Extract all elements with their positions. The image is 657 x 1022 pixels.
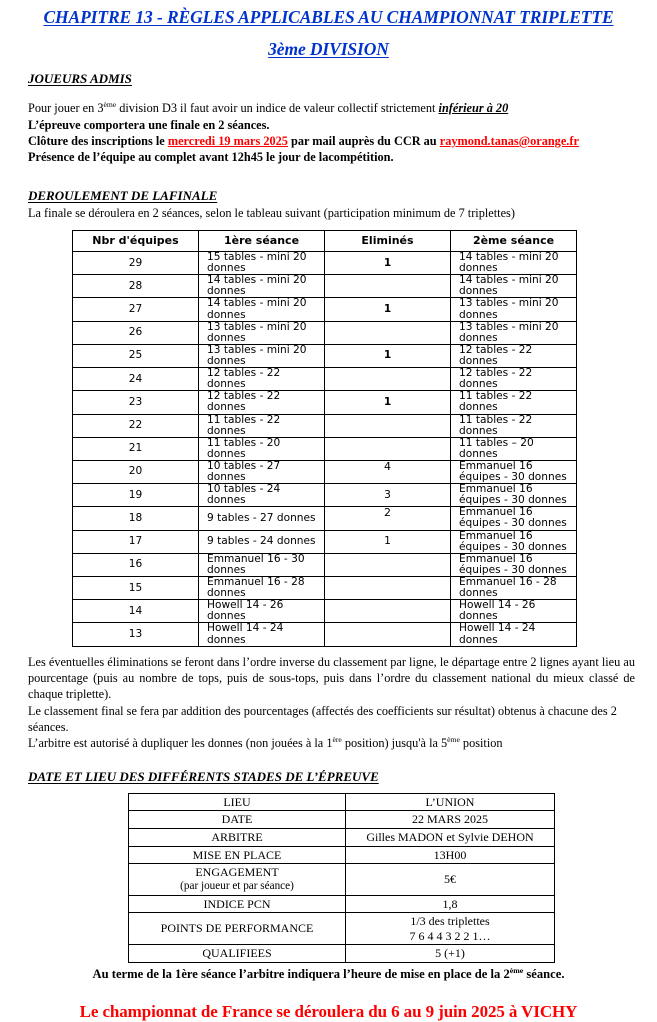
table-row: [73, 298, 577, 321]
joueurs-line1-emphasis: inférieur à 20: [438, 101, 509, 116]
info-table-row: [129, 811, 555, 829]
info-label-text: ENGAGEMENT: [195, 865, 279, 880]
cell-nbr-equipes: 22: [73, 414, 199, 437]
cell-elimines: 1: [325, 530, 451, 553]
cell-elimines: [325, 437, 451, 460]
info-label-text: QUALIFIEES: [202, 946, 272, 961]
cell-nbr-equipes: 14: [73, 600, 199, 623]
info-value-text: 5 (+1): [435, 946, 465, 961]
contact-email-link[interactable]: raymond.tanas@orange.fr: [439, 133, 579, 148]
cell-nbr-equipes: 23: [73, 391, 199, 414]
cell-nbr-equipes: 27: [73, 298, 199, 321]
cell-nbr-equipes: 29: [73, 251, 199, 274]
info-value-text: 13H00: [433, 847, 467, 862]
info-label-subtext: (par joueur et par séance): [180, 879, 294, 892]
cell-seance1: 11 tables - 20 donnes: [199, 437, 325, 460]
cell-seance1: Howell 14 - 24 donnes: [199, 623, 325, 646]
main-table-wrapper: [0, 230, 657, 647]
info-value: [346, 895, 555, 913]
cell-elimines: 4: [325, 460, 451, 483]
cell-nbr-equipes: 13: [73, 623, 199, 646]
info-label: [129, 811, 346, 829]
info-value-subtext: 7 6 4 4 3 2 2 1…: [409, 928, 491, 943]
cell-elimines: [325, 321, 451, 344]
info-value: [346, 829, 555, 847]
info-value: [346, 793, 555, 811]
cell-seance2: Emmanuel 16 équipes - 30 donnes: [451, 460, 577, 483]
info-label: [129, 864, 346, 895]
cell-elimines: [325, 553, 451, 576]
notes-p3-end: position: [459, 736, 503, 751]
cell-seance1: Howell 14 - 26 donnes: [199, 600, 325, 623]
cell-seance2: Howell 14 - 24 donnes: [451, 623, 577, 646]
notes-p3-sup2: ème: [447, 735, 460, 745]
cell-seance1: 14 tables - mini 20 donnes: [199, 298, 325, 321]
info-label-text: LIEU: [223, 794, 251, 809]
spacer: [0, 752, 657, 759]
cell-seance2: 11 tables - 22 donnes: [451, 414, 577, 437]
notes-p3-pre: L’arbitre est autorisé à dupliquer les donnes (non jouées à la 1: [28, 736, 333, 751]
col-header-elimines: Eliminés: [325, 230, 451, 251]
cell-nbr-equipes: 15: [73, 577, 199, 600]
table-row: [73, 577, 577, 600]
cell-nbr-equipes: 19: [73, 484, 199, 507]
info-table-row: [129, 913, 555, 945]
cell-seance2: 14 tables - mini 20 donnes: [451, 275, 577, 298]
joueurs-admis-line4: Présence de l’équipe au complet avant 12h45 le jour de lacompétition.: [28, 150, 394, 165]
section-dates-heading-row: [28, 768, 657, 786]
info-value-text: 22 MARS 2025: [411, 812, 488, 827]
footer-highlight-line: Le championnat de France se déroulera du 6 au 9 juin 2025 à VICHY: [79, 1002, 578, 1022]
cell-nbr-equipes: 20: [73, 460, 199, 483]
document-title-line1: CHAPITRE 13 - RÈGLES APPLICABLES AU CHAMPIONNAT TRIPLETTE: [43, 7, 614, 27]
table-row: [73, 437, 577, 460]
cell-seance2: 14 tables - mini 20 donnes: [451, 251, 577, 274]
info-label: [129, 913, 346, 945]
info-label-text: MISE EN PLACE: [192, 847, 282, 862]
table-row: [73, 414, 577, 437]
info-value: [346, 864, 555, 895]
cell-elimines: [325, 368, 451, 391]
info-table-row: [129, 864, 555, 895]
cell-seance1: 9 tables - 24 donnes: [199, 530, 325, 553]
section-heading-joueurs-admis: JOUEURS ADMIS: [28, 71, 132, 87]
cell-seance1: 14 tables - mini 20 donnes: [199, 275, 325, 298]
cell-elimines: 1: [325, 391, 451, 414]
col-header-seance2: 2ème séance: [451, 230, 577, 251]
joueurs-line1-pre: Pour jouer en 3: [28, 101, 104, 116]
document-page: [0, 6, 657, 1022]
table-row: [73, 623, 577, 646]
cell-elimines: [325, 623, 451, 646]
cell-seance2: 13 tables - mini 20 donnes: [451, 321, 577, 344]
footer-note-end: séance.: [523, 967, 565, 982]
cell-elimines: [325, 577, 451, 600]
cell-seance2: Emmanuel 16 - 28 donnes: [451, 577, 577, 600]
cell-nbr-equipes: 16: [73, 553, 199, 576]
notes-p3-mid: position) jusqu'à la 5: [341, 736, 448, 751]
info-label: [129, 793, 346, 811]
info-table-row: [129, 945, 555, 963]
cell-elimines: 1: [325, 344, 451, 367]
notes-p3-sup1: ère: [332, 735, 342, 745]
footer-note: [0, 967, 657, 982]
cell-seance1: 11 tables - 22 donnes: [199, 414, 325, 437]
spacer: [0, 647, 657, 654]
cell-seance2: 11 tables – 20 donnes: [451, 437, 577, 460]
deroulement-intro: La finale se déroulera en 2 séances, selon le tableau suivant (participation minimum de 7 triplettes): [28, 205, 515, 220]
cell-seance1: 13 tables - mini 20 donnes: [199, 344, 325, 367]
info-label: [129, 895, 346, 913]
table-row: [73, 553, 577, 576]
info-label-text: ARBITRE: [211, 830, 263, 844]
table-row: [73, 251, 577, 274]
info-value: [346, 846, 555, 864]
col-header-nbr-equipes: Nbr d'équipes: [73, 230, 199, 251]
cell-nbr-equipes: 25: [73, 344, 199, 367]
cell-nbr-equipes: 17: [73, 530, 199, 553]
cell-nbr-equipes: 26: [73, 321, 199, 344]
info-label: [129, 945, 346, 963]
info-label-text: DATE: [221, 812, 253, 827]
info-value-text: 1,8: [442, 896, 458, 911]
notes-paragraph-2: Le classement final se fera par addition des pourcentages (affectés des coefficients sur résultat) obtenus à chacune des 2 séances.: [28, 703, 617, 735]
cell-elimines: 1: [325, 298, 451, 321]
info-value-subtext: Gilles MADON et Sylvie DEHON: [366, 830, 534, 844]
cloture-middle: par mail auprès du CCR au: [287, 133, 440, 148]
info-label: [129, 846, 346, 864]
table-row: [73, 344, 577, 367]
table-row: [73, 368, 577, 391]
section-deroulement-heading-row: [28, 187, 657, 205]
seances-table-body: [73, 251, 577, 646]
cell-seance2: Emmanuel 16 équipes - 30 donnes: [451, 553, 577, 576]
cell-seance1: 9 tables - 27 donnes: [199, 507, 325, 530]
cell-nbr-equipes: 24: [73, 368, 199, 391]
cell-seance2: 12 tables - 22 donnes: [451, 344, 577, 367]
cell-seance2: Howell 14 - 26 donnes: [451, 600, 577, 623]
info-value-text: 5€: [444, 872, 456, 887]
spacer: [0, 166, 657, 178]
col-header-seance1: 1ère séance: [199, 230, 325, 251]
cell-seance2: Emmanuel 16 équipes - 30 donnes: [451, 507, 577, 530]
table-row: [73, 391, 577, 414]
cell-seance2: Emmanuel 16 équipes - 30 donnes: [451, 484, 577, 507]
cell-seance1: 12 tables - 22 donnes: [199, 368, 325, 391]
table-header-row: [73, 230, 577, 251]
cell-seance1: 15 tables - mini 20 donnes: [199, 251, 325, 274]
joueurs-line1-mid: division D3 il faut avoir un indice de valeur collectif strictement: [116, 101, 439, 116]
cell-elimines: 1: [325, 251, 451, 274]
joueurs-line1-sup: ème: [103, 100, 117, 110]
cell-nbr-equipes: 18: [73, 507, 199, 530]
info-value-text: L’UNION: [425, 794, 475, 809]
info-label-text: POINTS DE PERFORMANCE: [160, 921, 314, 936]
footer-note-pre: Au terme de la 1ère séance l’arbitre indiquera l’heure de mise en place de la 2: [92, 967, 510, 982]
footer-note-sup: ème: [509, 965, 524, 975]
cell-elimines: [325, 414, 451, 437]
table-row: [73, 460, 577, 483]
cell-seance1: 10 tables - 27 donnes: [199, 460, 325, 483]
info-label: [129, 829, 346, 847]
cloture-date: mercredi 19 mars 2025: [167, 133, 288, 148]
joueurs-admis-line1: [28, 100, 629, 116]
cell-elimines: 3: [325, 484, 451, 507]
cell-elimines: [325, 275, 451, 298]
info-label-text: INDICE PCN: [203, 896, 271, 911]
spacer: [0, 88, 657, 100]
epreuve-info-table: [128, 793, 555, 963]
cell-seance2: 11 tables - 22 donnes: [451, 391, 577, 414]
table-row: [73, 275, 577, 298]
cell-seance2: Emmanuel 16 équipes - 30 donnes: [451, 530, 577, 553]
joueurs-admis-line3: [28, 133, 629, 149]
document-title-line2: 3ème DIVISION: [268, 38, 389, 59]
section-heading-date-lieu: DATE ET LIEU DES DIFFÉRENTS STADES DE L’ÉPREUVE: [28, 768, 379, 784]
table-row: [73, 484, 577, 507]
table-row: [73, 530, 577, 553]
document-subtitle: [10, 36, 647, 62]
section-heading-deroulement: DEROULEMENT DE LAFINALE: [28, 187, 218, 203]
cell-seance1: 13 tables - mini 20 donnes: [199, 321, 325, 344]
cell-seance2: 12 tables - 22 donnes: [451, 368, 577, 391]
table-row: [73, 600, 577, 623]
info-value: [346, 945, 555, 963]
cell-seance1: 10 tables - 24 donnes: [199, 484, 325, 507]
epreuve-info-table-body: [129, 793, 555, 962]
cell-nbr-equipes: 28: [73, 275, 199, 298]
info-table-row: [129, 846, 555, 864]
info-table-row: [129, 829, 555, 847]
cloture-prefix: Clôture des inscriptions le: [28, 133, 168, 148]
table-row: [73, 507, 577, 530]
cell-seance1: Emmanuel 16 - 28 donnes: [199, 577, 325, 600]
notes-paragraph-1: Les éventuelles éliminations se feront dans l’ordre inverse du classement par ligne, le départage entre 2 lignes ayant lieu au pourcentage (puis au nombre de tops, puis de sous-tops, puis dans l’ordre du classement national du mieux classé de chaque triplette).: [28, 654, 635, 702]
info-table-row: [129, 793, 555, 811]
document-title: [10, 6, 647, 30]
seances-table: [72, 230, 577, 647]
info-table-row: [129, 895, 555, 913]
cell-elimines: 2: [325, 507, 451, 530]
section-joueurs-admis-heading-row: [28, 70, 657, 88]
cell-elimines: [325, 600, 451, 623]
info-value-text: 1/3 des triplettes: [410, 914, 490, 929]
cell-nbr-equipes: 21: [73, 437, 199, 460]
cell-seance1: Emmanuel 16 - 30 donnes: [199, 553, 325, 576]
cell-seance1: 12 tables - 22 donnes: [199, 391, 325, 414]
info-value: [346, 811, 555, 829]
info-value: [346, 913, 555, 945]
joueurs-admis-line2: L’épreuve comportera une finale en 2 séances.: [28, 117, 270, 132]
notes-paragraph-3: [28, 735, 629, 751]
table-row: [73, 321, 577, 344]
cell-seance2: 13 tables - mini 20 donnes: [451, 298, 577, 321]
